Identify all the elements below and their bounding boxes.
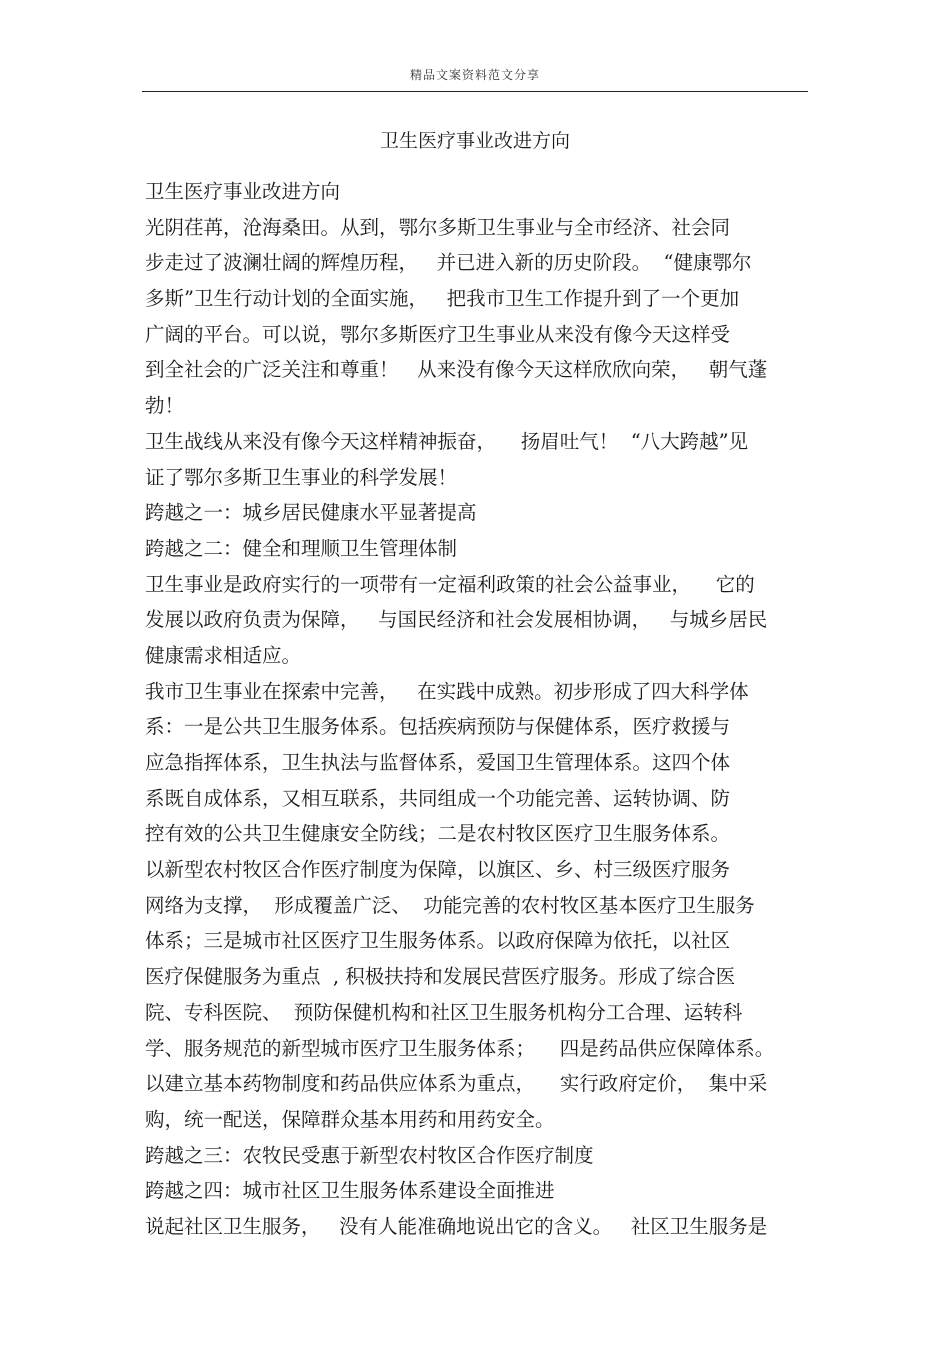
text-line: 控有效的公共卫生健康安全防线；二是农村牧区医疗卫生服务体系。 [145, 822, 731, 846]
text-line: 跨越之三：农牧民受惠于新型农村牧区合作医疗制度 [145, 1143, 594, 1167]
text-line: 到全社会的广泛关注和尊重！ 从来没有像今天这样欣欣向荣， 朝气蓬 [145, 358, 768, 382]
text-line: 广阔的平台。可以说，鄂尔多斯医疗卫生事业从来没有像今天这样受 [145, 322, 731, 346]
text-line: 以新型农村牧区合作医疗制度为保障，以旗区、乡、村三级医疗服务 [145, 858, 731, 882]
text-line: 院、专科医院、 预防保健机构和社区卫生服务机构分工合理、运转科 [145, 1000, 743, 1024]
document-title: 卫生医疗事业改进方向 [379, 130, 570, 152]
text-line: 体系；三是城市社区医疗卫生服务体系。以政府保障为依托，以社区 [145, 929, 731, 953]
text-line: 步走过了波澜壮阔的辉煌历程， 并已进入新的历史阶段。 “健康鄂尔 [145, 251, 752, 275]
text-line: 跨越之四：城市社区卫生服务体系建设全面推进 [145, 1179, 555, 1203]
text-line: 学、服务规范的新型城市医疗卫生服务体系； 四是药品供应保障体系。 [145, 1036, 775, 1060]
text-line: 跨越之一：城乡居民健康水平显著提高 [145, 501, 477, 525]
text-line: 发展以政府负责为保障， 与国民经济和社会发展相协调， 与城乡居民 [145, 608, 768, 632]
text-line: 多斯”卫生行动计划的全面实施， 把我市卫生工作提升到了一个更加 [145, 287, 740, 311]
text-line: 以建立基本药物制度和药品供应体系为重点， 实行政府定价， 集中采 [145, 1072, 768, 1096]
text-line: 应急指挥体系，卫生执法与监督体系，爱国卫生管理体系。这四个体 [145, 751, 731, 774]
text-line: 系既自成体系，又相互联系，共同组成一个功能完善、运转协调、防 [145, 786, 731, 810]
text-line: 我市卫生事业在探索中完善， 在实践中成熟。初步形成了四大科学体 [145, 679, 749, 703]
page-header: 精品文案资料范文分享 [409, 68, 540, 82]
text-line: 跨越之二：健全和理顺卫生管理体制 [145, 536, 458, 560]
text-line: 卫生医疗事业改进方向 [145, 180, 341, 203]
text-line: 勃！ [145, 394, 185, 418]
text-line: 光阴荏苒，沧海桑田。从到，鄂尔多斯卫生事业与全市经济、社会同 [145, 215, 731, 239]
text-line: 系：一是公共卫生服务体系。包括疾病预防与保健体系，医疗救援与 [145, 715, 731, 739]
text-line: 网络为支撑， 形成覆盖广泛、 功能完善的农村牧区基本医疗卫生服务 [145, 893, 755, 917]
text-line: 卫生战线从来没有像今天这样精神振奋， 扬眉吐气！ “八大跨越”见 [145, 429, 749, 453]
text-line: 说起社区卫生服务， 没有人能准确地说出它的含义。 社区卫生服务是 [145, 1214, 768, 1238]
text-line: 购，统一配送，保障群众基本用药和用药安全。 [145, 1107, 555, 1131]
text-line: 医疗保健服务为重点 , 积极扶持和发展民营医疗服务。形成了综合医 [145, 965, 736, 989]
document-body [145, 174, 810, 1245]
text-line: 证了鄂尔多斯卫生事业的科学发展！ [145, 465, 458, 489]
header-divider [142, 91, 808, 92]
text-line: 健康需求相适应。 [145, 643, 302, 667]
text-line: 卫生事业是政府实行的一项带有一定福利政策的社会公益事业， 它的 [145, 572, 755, 596]
